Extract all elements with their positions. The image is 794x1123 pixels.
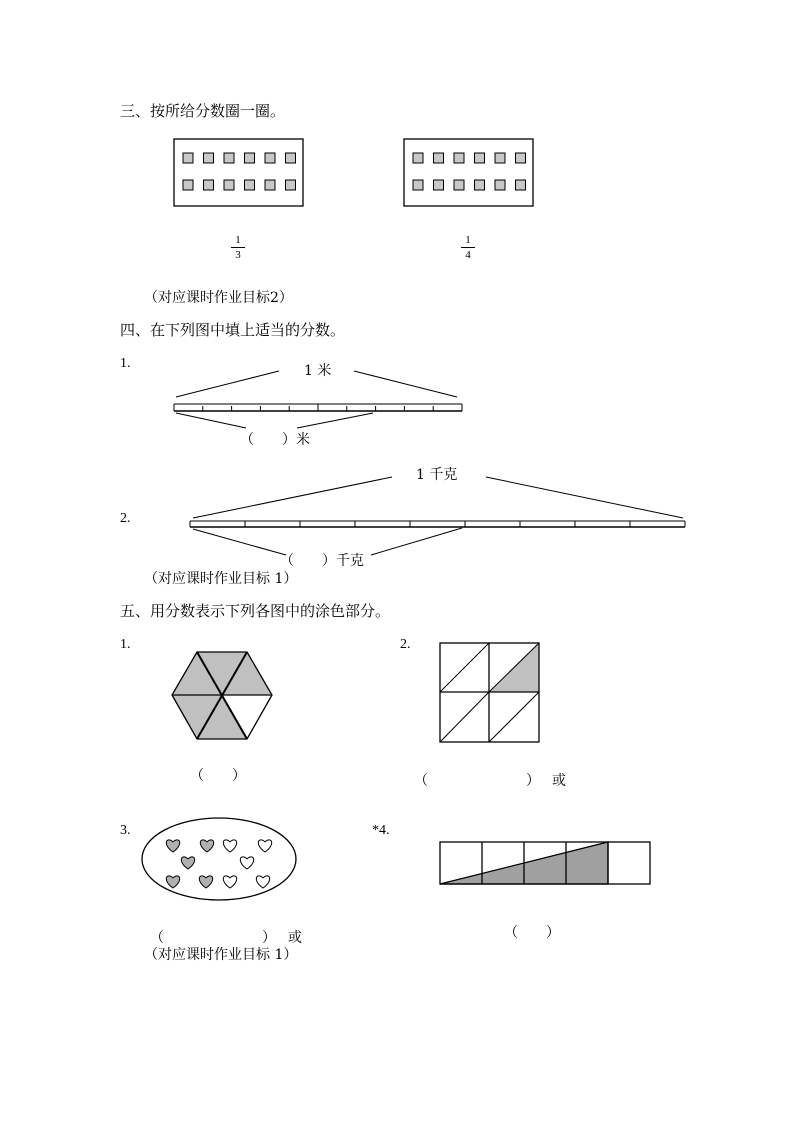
meter-top-label: 1 米 — [304, 363, 332, 379]
small-square — [495, 153, 505, 163]
small-square — [454, 180, 464, 190]
grid-or-text: 或 — [552, 773, 566, 789]
small-square — [265, 153, 275, 163]
hearts-ellipse-figure — [142, 818, 296, 900]
small-square — [265, 180, 275, 190]
small-square — [413, 153, 423, 163]
heart-icon — [223, 876, 236, 888]
section3-heading: 三、按所给分数圈一圈。 — [120, 102, 286, 120]
small-square — [204, 153, 214, 163]
small-square — [224, 153, 234, 163]
fraction-numerator: 1 — [235, 234, 241, 246]
square-box-right — [404, 139, 533, 206]
hearts-answer-blank[interactable]: （ ） — [150, 930, 276, 946]
small-square — [286, 153, 296, 163]
fraction-denominator: 3 — [235, 249, 241, 261]
small-square — [475, 180, 485, 190]
square-grid-figure — [440, 643, 539, 742]
q4-label: *4. — [372, 823, 390, 838]
section3-note: （对应课时作业目标2） — [144, 290, 293, 306]
small-square — [516, 153, 526, 163]
q1-label: 1. — [120, 637, 131, 652]
section5-heading: 五、用分数表示下列各图中的涂色部分。 — [120, 602, 391, 620]
small-square — [245, 180, 255, 190]
small-square — [224, 180, 234, 190]
fraction-one-quarter — [460, 234, 476, 261]
grid-answer-blank[interactable]: （ ） — [414, 773, 540, 789]
q2-label: 2. — [400, 637, 411, 652]
kilogram-answer-blank[interactable]: （ ）千克 — [280, 553, 364, 569]
small-square — [204, 180, 214, 190]
heart-icon — [166, 840, 179, 852]
heart-icon — [199, 876, 212, 888]
heart-icon — [166, 876, 179, 888]
small-square — [516, 180, 526, 190]
section4-heading: 四、在下列图中填上适当的分数。 — [120, 321, 346, 339]
q1-label: 1. — [120, 356, 131, 371]
kilogram-top-label: 1 千克 — [416, 467, 458, 483]
hearts-or-text: 或 — [288, 930, 302, 946]
q2-label: 2. — [120, 511, 131, 526]
small-square — [183, 153, 193, 163]
strip-triangle-figure — [440, 842, 650, 884]
hexagon-figure — [172, 652, 272, 739]
kilogram-scale — [190, 477, 685, 555]
small-square — [454, 153, 464, 163]
fraction-one-third — [230, 234, 246, 261]
fraction-numerator: 1 — [465, 234, 471, 246]
square-box-left — [174, 139, 303, 206]
hexagon-answer-blank[interactable]: （ ） — [190, 768, 246, 784]
fraction-bar — [231, 247, 245, 248]
section4-note: （对应课时作业目标 1） — [144, 571, 298, 587]
small-square — [286, 180, 296, 190]
meter-answer-blank[interactable]: （ ）米 — [240, 432, 310, 448]
small-square — [475, 153, 485, 163]
strip-answer-blank[interactable]: （ ） — [504, 925, 560, 941]
small-square — [413, 180, 423, 190]
fraction-bar — [461, 247, 475, 248]
small-square — [183, 180, 193, 190]
heart-icon — [223, 840, 236, 852]
small-square — [245, 153, 255, 163]
heart-icon — [256, 876, 269, 888]
section5-note: （对应课时作业目标 1） — [144, 947, 298, 963]
heart-icon — [200, 840, 213, 852]
heart-icon — [240, 857, 253, 869]
small-square — [434, 153, 444, 163]
meter-ruler — [174, 371, 462, 428]
small-square — [495, 180, 505, 190]
small-square — [434, 180, 444, 190]
q3-label: 3. — [120, 823, 131, 838]
heart-icon — [258, 840, 271, 852]
heart-icon — [181, 857, 194, 869]
fraction-denominator: 4 — [465, 249, 471, 261]
